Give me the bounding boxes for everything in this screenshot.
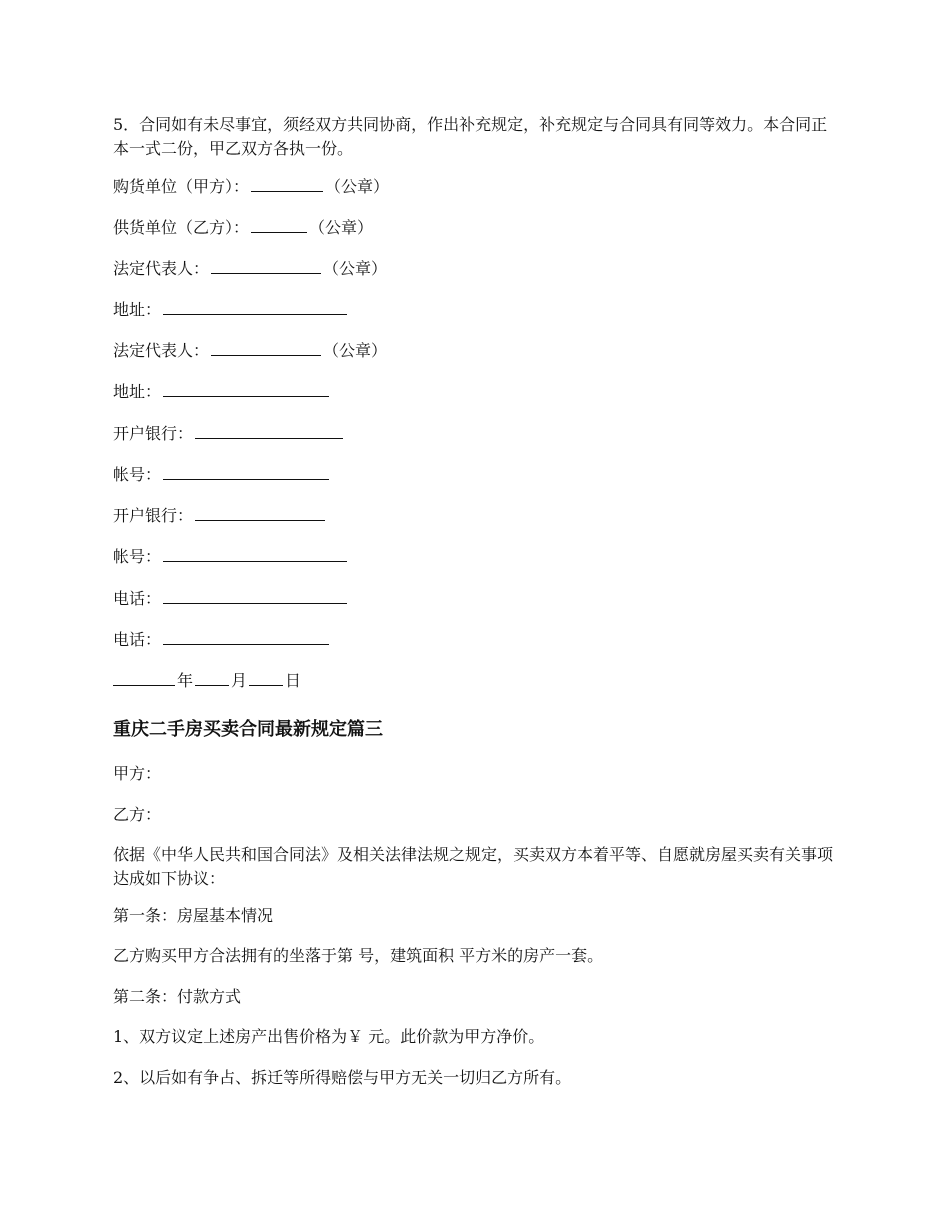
date-month: 月 — [231, 671, 248, 690]
field-suffix: （公章） — [323, 259, 388, 278]
fill-blank — [163, 463, 329, 480]
field-label: 帐号： — [113, 465, 162, 484]
field-account-1 — [113, 463, 843, 487]
date-day: 日 — [285, 671, 302, 690]
article-1-title: 第一条：房屋基本情况 — [113, 906, 274, 925]
fill-blank — [113, 669, 175, 686]
field-phone-2 — [113, 628, 843, 652]
field-label: 法定代表人： — [113, 259, 210, 278]
party-b: 乙方： — [113, 805, 162, 824]
fill-blank — [163, 545, 347, 562]
fill-blank — [211, 339, 321, 356]
clause-5-paragraph: 5．合同如有未尽事宜，须经双方共同协商，作出补充规定，补充规定与合同具有同等效力。本合同正本一式二份，甲乙双方各执一份。 — [113, 115, 828, 158]
field-address-2 — [113, 380, 843, 404]
field-bank-1 — [113, 422, 843, 446]
field-label: 地址： — [113, 300, 162, 319]
intro-paragraph: 依据《中华人民共和国合同法》及相关法律法规之规定，买卖双方本着平等、自愿就房屋买卖有关事项达成如下协议： — [113, 845, 834, 888]
field-label: 法定代表人： — [113, 341, 210, 360]
field-label: 开户银行： — [113, 506, 194, 525]
field-supplier-unit — [113, 216, 843, 240]
fill-blank — [195, 669, 229, 686]
fill-blank — [163, 380, 329, 397]
fill-blank — [249, 669, 283, 686]
field-account-2 — [113, 545, 843, 569]
fill-blank — [195, 504, 325, 521]
fill-blank — [251, 175, 323, 192]
field-label: 购货单位（甲方）： — [113, 177, 250, 196]
fill-blank — [163, 587, 347, 604]
fill-blank — [163, 628, 329, 645]
field-suffix: （公章） — [323, 341, 388, 360]
field-legal-rep-1 — [113, 257, 843, 281]
field-bank-2 — [113, 504, 843, 528]
field-address-1 — [113, 298, 843, 322]
article-2-title: 第二条：付款方式 — [113, 987, 242, 1006]
field-label: 帐号： — [113, 547, 162, 566]
article-2-item-2: 2、以后如有争占、拆迁等所得赔偿与甲方无关一切归乙方所有。 — [113, 1068, 572, 1087]
date-line — [113, 669, 843, 693]
field-label: 电话： — [113, 589, 162, 608]
field-suffix: （公章） — [325, 177, 390, 196]
fill-blank — [195, 422, 343, 439]
field-buyer-unit — [113, 175, 843, 199]
field-label: 电话： — [113, 630, 162, 649]
field-label: 开户银行： — [113, 424, 194, 443]
field-label: 供货单位（乙方）： — [113, 218, 250, 237]
field-phone-1 — [113, 587, 843, 611]
article-1-text: 乙方购买甲方合法拥有的坐落于第 号，建筑面积 平方米的房产一套。 — [113, 946, 604, 965]
section-title: 重庆二手房买卖合同最新规定篇三 — [113, 719, 383, 740]
field-suffix: （公章） — [309, 218, 374, 237]
field-label: 地址： — [113, 382, 162, 401]
date-year: 年 — [177, 671, 194, 690]
field-legal-rep-2 — [113, 339, 843, 363]
fill-blank — [163, 298, 347, 315]
fill-blank — [211, 257, 321, 274]
fill-blank — [251, 216, 307, 233]
article-2-item-1: 1、双方议定上述房产出售价格为￥ 元。此价款为甲方净价。 — [113, 1027, 545, 1046]
party-a: 甲方： — [113, 764, 162, 783]
